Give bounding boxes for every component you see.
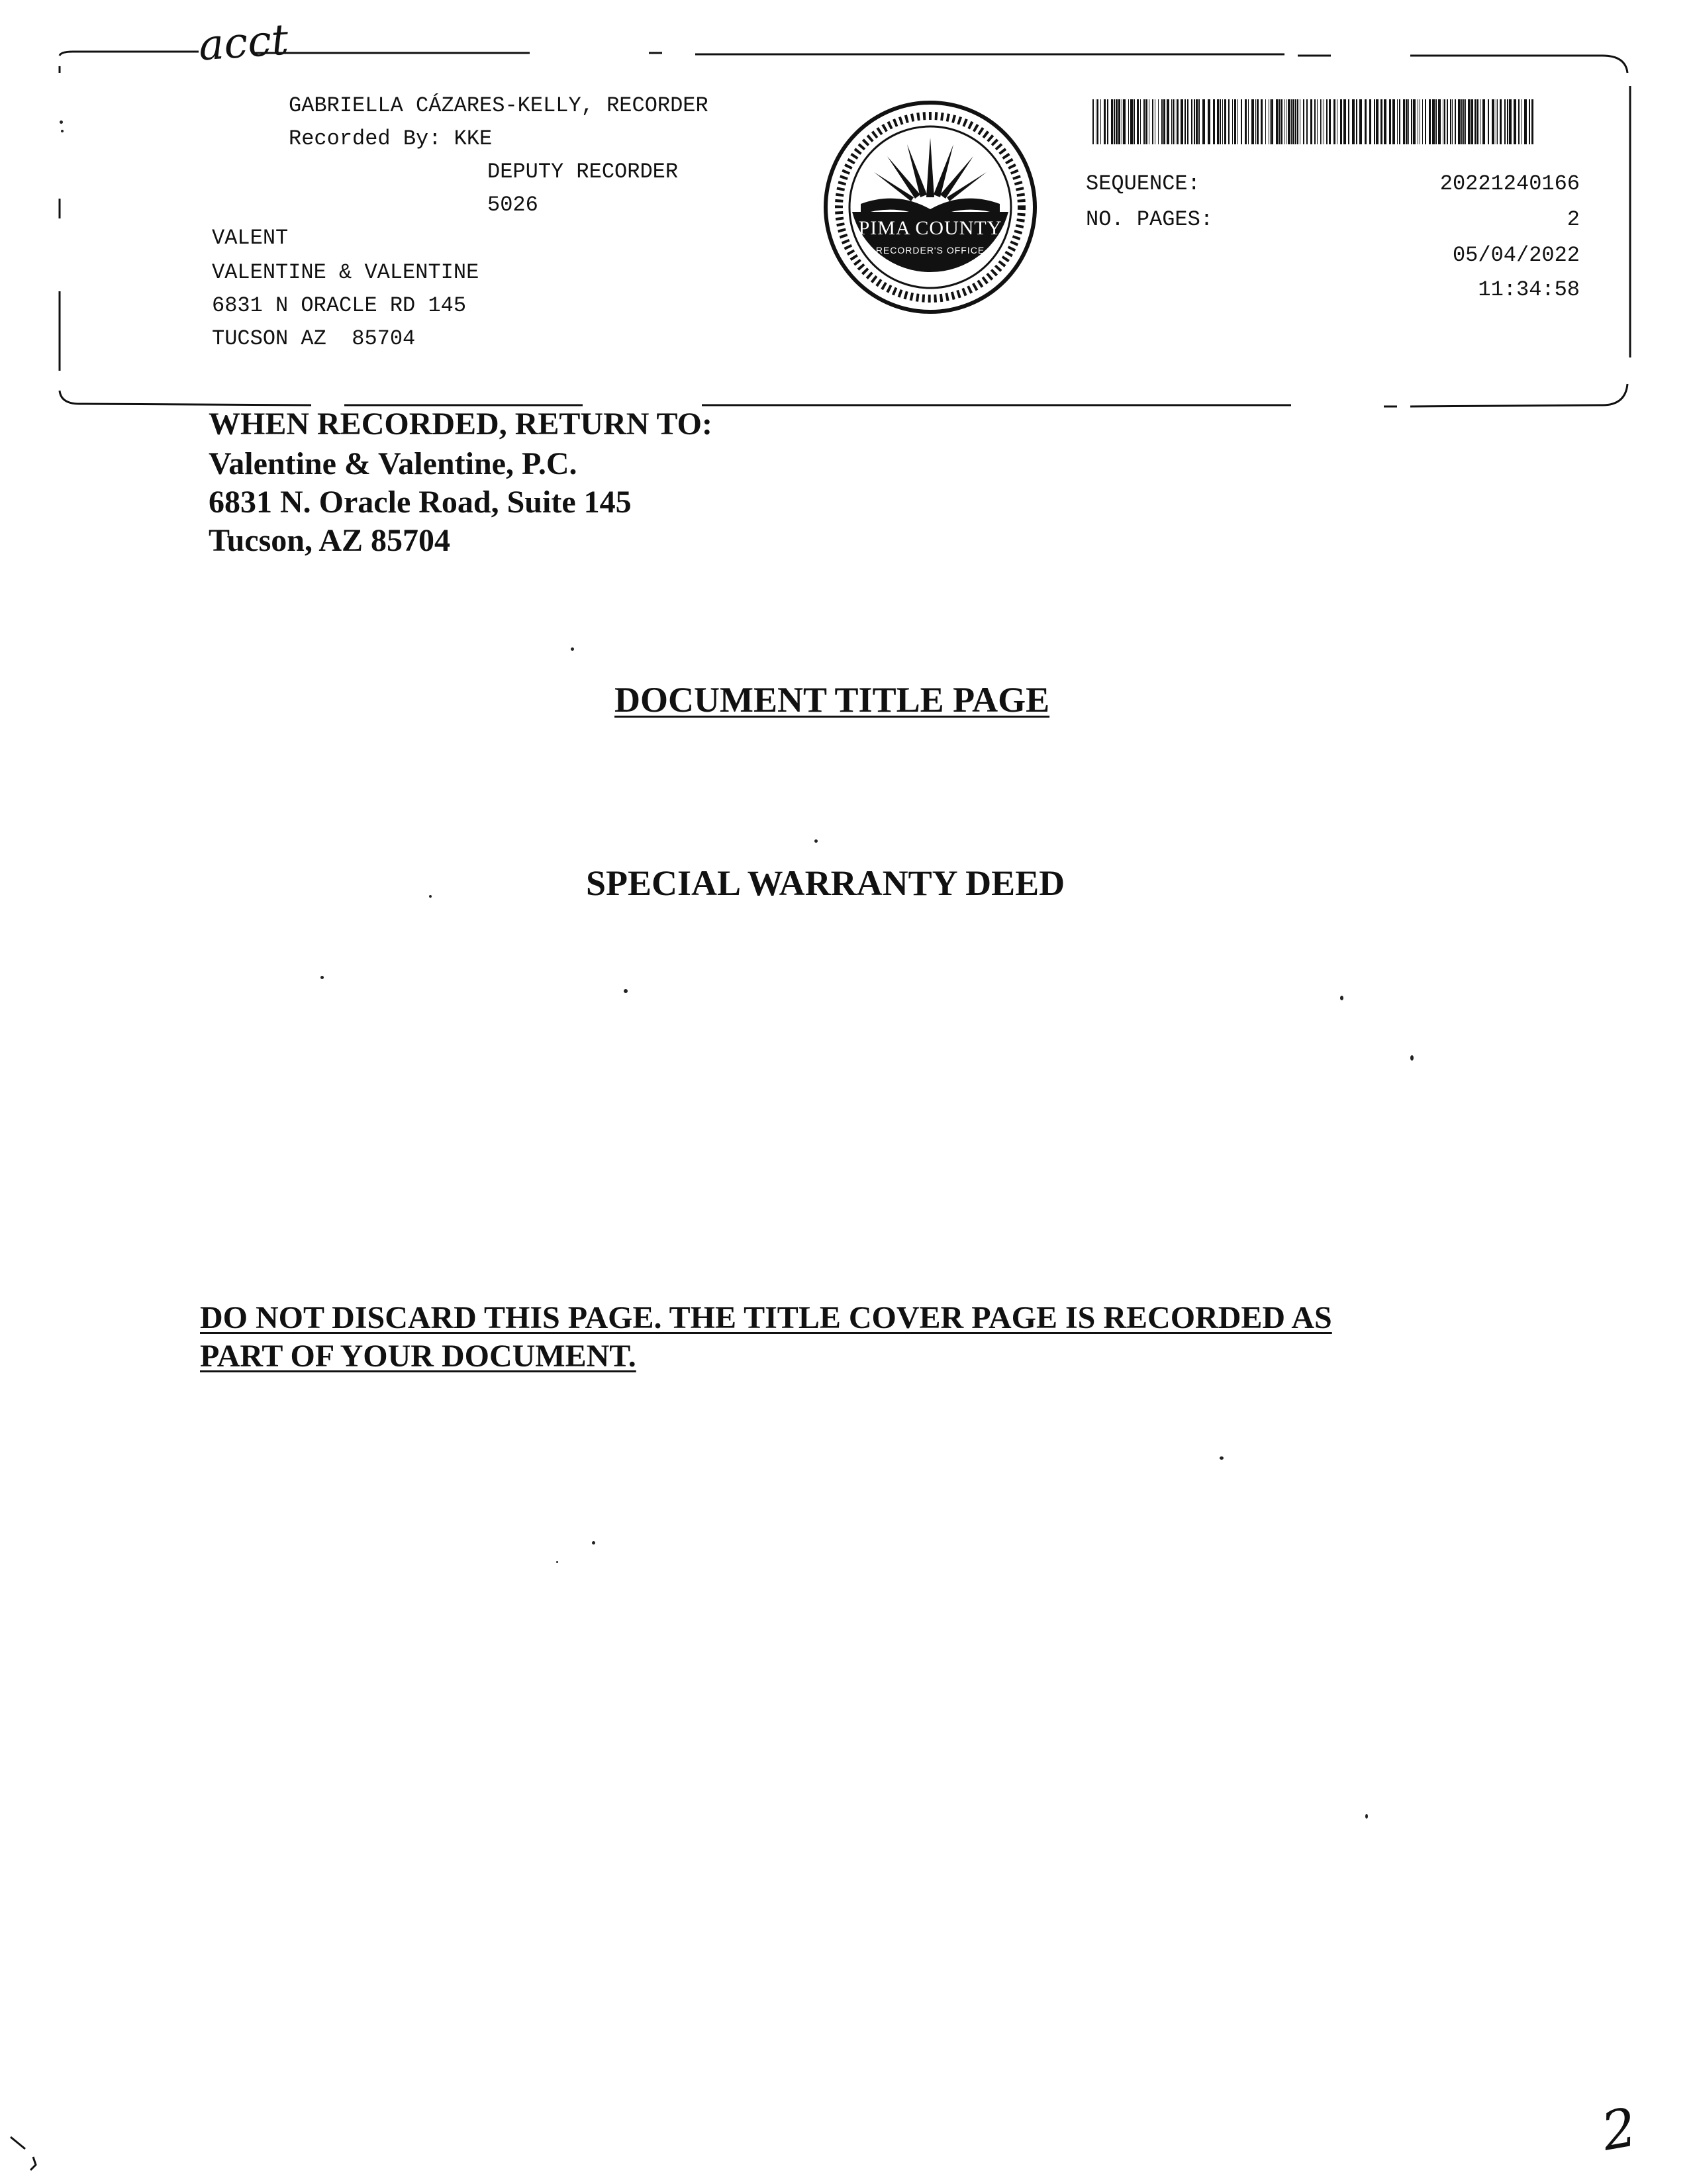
sequence-value: 20221240166 [1439,171,1580,196]
scan-speck [60,120,63,124]
sequence-label: SEQUENCE: [1086,171,1200,196]
return-to-heading: WHEN RECORDED, RETURN TO: [209,406,712,442]
return-to-line-3: Tucson, AZ 85704 [209,523,451,558]
seal-subtitle: RECORDER'S OFFICE [875,245,985,256]
document-title: DOCUMENT TITLE PAGE [614,680,1050,720]
pima-county-seal [821,98,1040,316]
recorded-by: Recorded By: KKE [289,126,493,151]
return-to-line-2: 6831 N. Oracle Road, Suite 145 [209,485,632,520]
scan-speck [814,839,818,843]
scan-speck [1410,1055,1414,1061]
scan-speck [624,989,628,993]
handwritten-page-number: 2 [1597,2096,1641,2163]
scan-speck [571,647,574,651]
scan-speck [592,1541,595,1544]
scan-speck [1340,996,1343,1000]
corner-scribble [7,2132,46,2178]
handwritten-note: acct [197,15,290,71]
scan-speck [429,895,432,898]
notice-line-2: PART OF YOUR DOCUMENT. [200,1339,636,1374]
seal-graphic [821,98,1040,316]
recording-date: 05/04/2022 [1452,243,1580,267]
notice-line-1: DO NOT DISCARD THIS PAGE. THE TITLE COVER PAGE IS RECORDED AS [200,1300,1332,1335]
scan-speck [1365,1814,1368,1819]
deputy-number: 5026 [487,193,538,217]
scan-speck [320,976,324,979]
submitter-code: VALENT [212,226,289,250]
submitter-address-2: TUCSON AZ 85704 [212,326,416,351]
deed-type: SPECIAL WARRANTY DEED [586,863,1065,903]
scan-speck [556,1561,558,1563]
return-to-line-1: Valentine & Valentine, P.C. [209,446,577,481]
deputy-recorder: DEPUTY RECORDER [487,160,679,184]
pages-value: 2 [1567,207,1580,232]
recording-time: 11:34:58 [1478,277,1580,302]
submitter-name: VALENTINE & VALENTINE [212,260,479,285]
barcode [1092,99,1537,144]
recorder-name: GABRIELLA CÁZARES-KELLY, RECORDER [289,93,708,118]
scan-speck [1220,1456,1224,1460]
scan-speck [61,130,64,132]
seal-title: PIMA COUNTY [858,217,1002,239]
pages-label: NO. PAGES: [1086,207,1214,232]
submitter-address-1: 6831 N ORACLE RD 145 [212,293,467,318]
